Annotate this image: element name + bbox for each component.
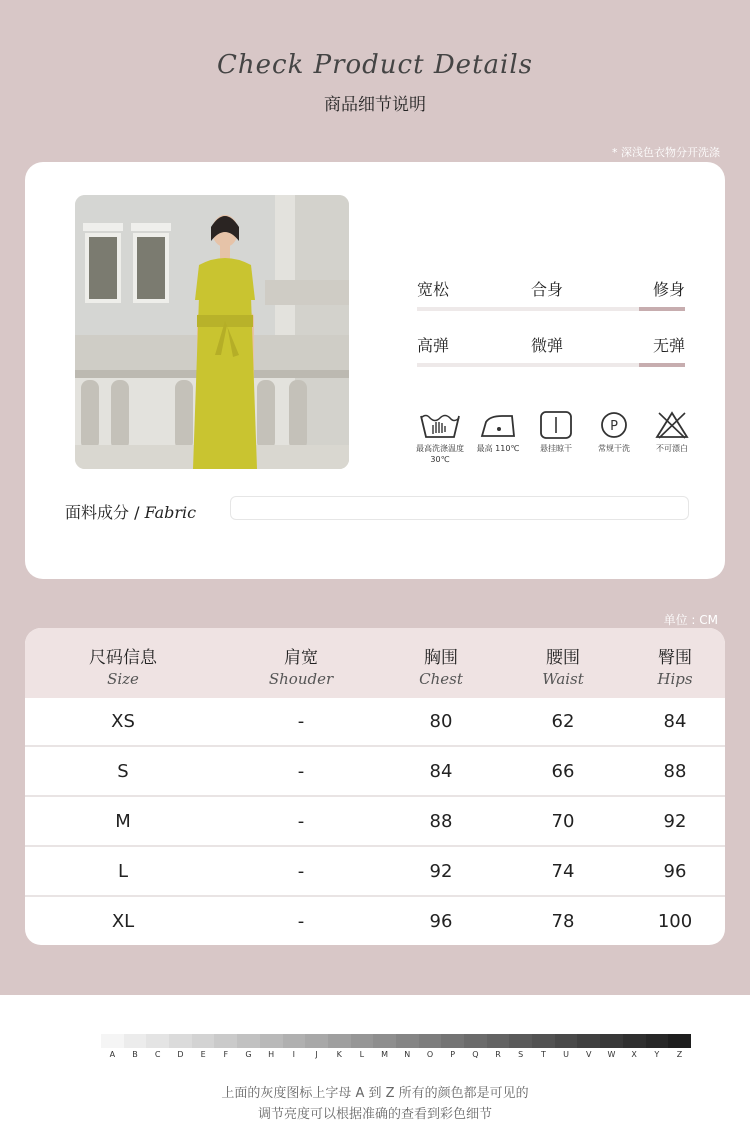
footer-line-1: 上面的灰度图标上字母 A 到 Z 所有的颜色都是可见的: [221, 1086, 529, 1101]
iron-icon: [478, 410, 518, 440]
cell-shoulder: -: [297, 860, 305, 882]
fabric-label: [65, 500, 196, 523]
grey-letter: B: [132, 1050, 138, 1059]
care-instructions: [411, 410, 701, 465]
cell-size: L: [117, 860, 129, 882]
cell-chest: 88: [429, 810, 453, 832]
care-item-iron: [469, 410, 527, 465]
elasticity-label-none: 无弹: [652, 336, 685, 355]
model-photo-illustration: [75, 195, 349, 469]
cell-shoulder: -: [297, 711, 305, 732]
grey-swatch: [283, 1034, 306, 1048]
grey-swatch: [396, 1034, 419, 1048]
fit-label-loose: 宽松: [417, 280, 450, 299]
elasticity-label-high: 高弹: [417, 336, 450, 355]
care-item-dry-clean: [585, 410, 643, 465]
care-sub-wash: 30℃: [430, 455, 450, 464]
grey-swatch: [509, 1034, 532, 1048]
cell-size: S: [117, 760, 129, 782]
cell-waist: 66: [551, 760, 575, 782]
size-table-header: [25, 628, 725, 698]
grey-letter: S: [518, 1050, 524, 1059]
grey-swatch: [555, 1034, 578, 1048]
care-item-hang-dry: [527, 410, 585, 465]
grey-swatch: [192, 1034, 215, 1048]
grey-swatch: [305, 1034, 328, 1048]
table-row: [25, 745, 725, 795]
no-bleach-icon: [654, 410, 690, 440]
grey-swatch: [328, 1034, 351, 1048]
grey-letter: X: [631, 1050, 637, 1059]
cell-shoulder: -: [297, 760, 305, 782]
care-label-iron: 最高 110℃: [476, 444, 520, 453]
header-hips: 臀围 Hips: [657, 648, 693, 688]
elasticity-scale-indicator: [639, 363, 685, 367]
grey-letter: Z: [676, 1050, 683, 1059]
table-row: [25, 895, 725, 945]
grey-swatch: [464, 1034, 487, 1048]
grey-swatch: [124, 1034, 147, 1048]
footer-line-2: 调节亮度可以根据准确的查看到彩色细节: [257, 1107, 492, 1122]
header-waist: 腰围 Waist: [542, 648, 584, 688]
cell-size: XS: [111, 711, 135, 732]
cell-size: M: [115, 810, 131, 832]
svg-text:P: P: [610, 419, 618, 434]
grey-letter: Q: [472, 1050, 479, 1059]
fit-scale-bar: [417, 307, 685, 311]
grey-swatch: [532, 1034, 555, 1048]
grey-letter: F: [223, 1050, 229, 1059]
fabric-value-box: [230, 496, 689, 520]
elasticity-scale: [417, 333, 685, 367]
cell-waist: 62: [551, 711, 575, 732]
grey-letter: K: [336, 1050, 342, 1059]
cell-chest: 96: [429, 910, 453, 932]
fabric-label-cn: 面料成分 /: [65, 503, 145, 522]
cell-shoulder: -: [297, 910, 305, 932]
grey-swatch: [169, 1034, 192, 1048]
grey-swatch: [237, 1034, 260, 1048]
grey-swatch: [373, 1034, 396, 1048]
grey-letter: M: [381, 1050, 389, 1059]
elasticity-scale-bar: [417, 363, 685, 367]
fabric-label-en: Fabric: [144, 503, 197, 522]
grey-letter: T: [540, 1050, 546, 1059]
grey-swatch: [101, 1034, 124, 1048]
table-row: [25, 845, 725, 895]
fit-label-slim: 修身: [652, 280, 685, 299]
cell-waist: 70: [551, 810, 575, 832]
grey-letter: Y: [654, 1050, 660, 1059]
grey-swatch: [623, 1034, 646, 1048]
care-label-dry-clean: 常规干洗: [598, 444, 630, 453]
grey-letter: V: [586, 1050, 592, 1059]
cell-size: XL: [111, 910, 135, 932]
product-detail-card: [25, 162, 725, 579]
grey-swatch: [487, 1034, 510, 1048]
cell-hips: 96: [663, 860, 687, 882]
grey-letter: I: [292, 1050, 296, 1059]
wash-note: * 深浅色衣物分开洗涤: [612, 146, 720, 159]
grey-letter: N: [404, 1050, 411, 1059]
cell-waist: 78: [551, 910, 575, 932]
cell-chest: 84: [429, 760, 453, 782]
care-item-wash: [411, 410, 469, 465]
title-english: Check Product Details: [216, 50, 533, 80]
grey-letter: J: [315, 1050, 318, 1059]
grey-letter: O: [426, 1050, 434, 1059]
cell-hips: 92: [663, 810, 687, 832]
grey-letter: C: [154, 1050, 161, 1059]
cell-hips: 100: [657, 910, 693, 932]
product-photo: [75, 195, 349, 469]
grey-letter: R: [495, 1050, 501, 1059]
cell-shoulder: -: [297, 810, 305, 832]
cell-chest: 92: [429, 860, 453, 882]
footer-note: [0, 1083, 750, 1122]
size-table: [25, 628, 725, 945]
grey-swatch: [600, 1034, 623, 1048]
care-label-wash: 最高洗涤温度: [416, 444, 464, 453]
hang-dry-icon: [538, 410, 574, 440]
washing-tub-icon: [418, 410, 462, 440]
header-chest: 胸围 Chest: [419, 648, 463, 688]
grey-letter: E: [200, 1050, 206, 1059]
unit-label: 单位 : CM: [663, 613, 718, 627]
grey-swatch: [668, 1034, 691, 1048]
grey-letter: A: [109, 1050, 116, 1059]
grey-letter: D: [177, 1050, 184, 1059]
grey-swatch: [214, 1034, 237, 1048]
fit-scale-indicator: [639, 307, 685, 311]
grey-swatch: [351, 1034, 374, 1048]
grey-swatch: [146, 1034, 169, 1048]
grey-scale-letters: [101, 1050, 691, 1059]
grey-swatch: [260, 1034, 283, 1048]
grey-letter: G: [245, 1050, 252, 1059]
grey-swatch: [577, 1034, 600, 1048]
grey-letter: H: [268, 1050, 275, 1059]
care-item-no-bleach: [643, 410, 701, 465]
grey-swatch: [419, 1034, 442, 1048]
grey-letter: L: [359, 1050, 365, 1059]
grey-scale-swatches: [101, 1034, 691, 1048]
cell-chest: 80: [429, 711, 453, 732]
care-label-no-bleach: 不可漂白: [656, 444, 688, 453]
grey-swatch: [646, 1034, 669, 1048]
fit-scale: [417, 277, 685, 311]
elasticity-label-slight: 微弹: [531, 336, 564, 355]
grey-letter: P: [450, 1050, 456, 1059]
dry-clean-p-icon: [598, 410, 630, 440]
cell-waist: 74: [551, 860, 575, 882]
grey-letter: U: [563, 1050, 570, 1059]
cell-hips: 88: [663, 760, 687, 782]
grey-letter: W: [607, 1050, 616, 1059]
care-label-hang-dry: 悬挂晾干: [540, 444, 572, 453]
fit-label-regular: 合身: [531, 280, 564, 299]
header-size: 尺码信息 Size: [89, 648, 157, 688]
table-row: [25, 698, 725, 745]
title-chinese: 商品细节说明: [324, 95, 426, 115]
table-row: [25, 795, 725, 845]
cell-hips: 84: [663, 711, 687, 732]
grey-swatch: [441, 1034, 464, 1048]
header-shoulder: 肩宽 Shouder: [268, 648, 334, 688]
